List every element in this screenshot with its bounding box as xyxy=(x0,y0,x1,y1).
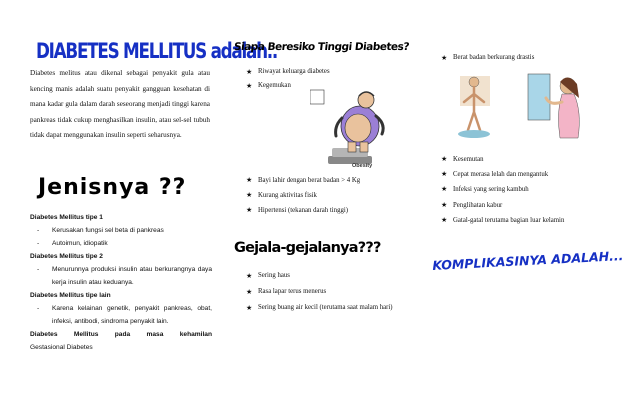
symptoms-title: Gejala-gejalanya??? xyxy=(234,240,381,256)
obesity-label: Obesity xyxy=(352,163,373,169)
list-item: ★ Kesemutan xyxy=(441,155,484,163)
type-item: - Menurunnya produksi insulin atau berkurangnya daya kerja insulin atau keduanya. xyxy=(37,266,212,286)
list-item: ★ Gatal-gatal terutama bagian luar kelamin xyxy=(441,215,565,224)
thin-head xyxy=(469,77,479,87)
symptoms-list-2 xyxy=(441,152,621,228)
belly-shape xyxy=(345,114,371,142)
list-item: ★ Infeksi yang sering kambuh xyxy=(441,185,529,194)
column-symptoms xyxy=(430,0,624,418)
types-list xyxy=(30,211,212,354)
list-item: ★ Sering buang air kecil (terutama saat malam hari) xyxy=(246,304,393,312)
list-item: ★ Penglihatan kabur xyxy=(441,200,503,209)
weight-loss-illustration xyxy=(450,72,600,142)
type-item: - Karena kelainan genetik, penyakit pankreas, obat, infeksi, antibodi, sindroma penyakit lain. xyxy=(37,305,212,325)
type-heading: Diabetes Mellitus tipe 1 xyxy=(30,214,103,221)
type-item: - Kerusakan fungsi sel beta di pankreas xyxy=(37,227,164,234)
type-heading: Diabetes Mellitus tipe lain xyxy=(30,292,111,299)
thin-scale xyxy=(458,130,490,138)
list-item: ★ Rasa lapar terus menerus xyxy=(246,288,327,296)
risk-title: Siapa Beresiko Tinggi Diabetes? xyxy=(233,41,410,53)
list-item: ★ Bayi lahir dengan berat badan > 4 Kg xyxy=(246,176,361,184)
type-item: Gestasional Diabetes xyxy=(30,344,93,351)
list-item: ★ Sering haus xyxy=(246,272,290,280)
risk-list-bottom xyxy=(246,173,422,218)
column-risk-factors xyxy=(232,0,422,418)
right-leg xyxy=(360,142,368,152)
type-heading: Diabetes Mellitus tipe 2 xyxy=(30,253,103,260)
complications-title: KOMPLIKASINYA ADALAH... xyxy=(432,247,624,273)
list-item: ★ Berat badan berkurang drastis xyxy=(441,54,535,62)
list-item: ★ Kegemukan xyxy=(246,82,291,90)
definition-paragraph: Diabetes melitus atau dikenal sebagai penyakit gula atau kencing manis adalah suatu penyakit gangguan kesehatan di mana kadar gula dalam darah seseorang menjadi tinggi karena pankreas tidak cukup menghasilkan insulin, atau sel-sel tubuh tidak dapat menggunakan insulin seperti seharusnya. xyxy=(30,69,210,140)
food-box xyxy=(310,90,324,104)
list-item: ★ Riwayat keluarga diabetes xyxy=(246,68,330,76)
type-item: - Autoimun, idiopatik xyxy=(37,240,108,247)
diabetes-title: DIABETES MELLITUS adalah.. xyxy=(36,38,278,64)
obesity-illustration xyxy=(310,88,406,172)
types-title: Jenisnya ?? xyxy=(38,175,187,200)
list-item: ★ Cepat merasa lelah dan mengantuk xyxy=(441,170,549,179)
type-heading: Diabetes Mellitus pada masa kehamilan xyxy=(30,331,212,338)
left-leg xyxy=(348,142,356,152)
weight-loss-list xyxy=(441,51,611,65)
list-item: ★ Hipertensi (tekanan darah tinggi) xyxy=(246,206,349,214)
list-item: ★ Kurang aktivitas fisik xyxy=(246,191,317,199)
symptoms-list xyxy=(246,268,414,316)
